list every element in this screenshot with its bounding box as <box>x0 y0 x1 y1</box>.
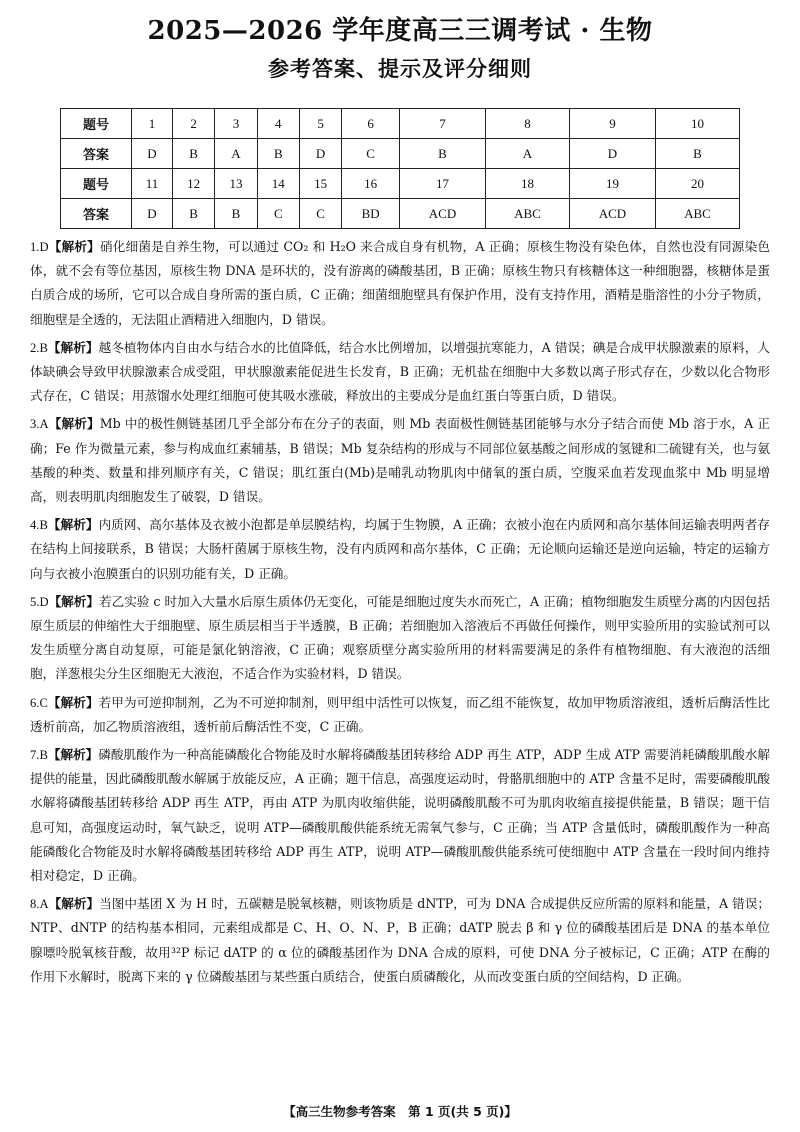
question-number-cell: 17 <box>399 169 485 199</box>
item-answer: B <box>39 748 48 763</box>
question-number-cell: 8 <box>486 109 570 139</box>
page-title: 2025—2026 学年度高三三调考试 · 生物 <box>147 16 653 46</box>
page-footer: 【高三生物参考答案 第 1 页(共 5 页)】 <box>283 1104 517 1119</box>
answer-table-row <box>61 109 740 139</box>
question-number-cell: 13 <box>215 169 257 199</box>
answer-cell: B <box>172 199 214 229</box>
item-answer: B <box>39 340 48 355</box>
item-text: 若乙实验 c 时加入大量水后原生质体仍无变化，可能是细胞过度失水而死亡，A 正确；植物细胞发生质壁分离的内因包括原生质层的伸缩性大于细胞壁、原生质层相当于半透膜，B 正确；若细胞加入溶液后不再做任何操作，则甲实验所用的实验试剂可以发生质壁分离自动复原，可能是氯化钠溶液，C 正确；观察质壁分离实验所用的材料需要满足的条件有植物细胞、有大液泡的活细胞，洋葱根尖分生区细胞无大液泡，不适合作为实验材料，D 错误。 <box>30 593 770 682</box>
answer-cell: D <box>132 139 173 169</box>
question-number-cell: 4 <box>257 109 299 139</box>
explanation-item <box>30 336 770 409</box>
answer-cell: ACD <box>569 199 655 229</box>
question-number-cell: 12 <box>172 169 214 199</box>
answer-cell: D <box>569 139 655 169</box>
answer-cell: C <box>299 199 341 229</box>
item-text: 磷酸肌酸作为一种高能磷酸化合物能及时水解将磷酸基团转移给 ADP 再生 ATP，ADP 生成 ATP 需要消耗磷酸肌酸水解提供的能量，因此磷酸肌酸水解属于放能反应，A 正确；题干信息，高强度运动时，骨骼肌细胞中的 ATP 含量不足时，需要磷酸肌酸水解将磷酸基团转移给 ADP 再生 ATP，再由 ATP 为肌肉收缩供能，说明磷酸肌酸不可为肌肉收缩直接提供能量，B 错误；题干信息可知，高强度运动时，氧气缺乏，说明 ATP—磷酸肌酸供能系统无需氧气参与，C 正确；当 ATP 含量低时，磷酸肌酸作为一种高能磷酸化合物能及时水解将磷酸基团转移给 ADP 再生 ATP，说明 ATP—磷酸肌酸供能系统可使细胞中 ATP 含量在一段时间内维持相对稳定，D 正确。 <box>30 747 770 884</box>
question-number-cell: 18 <box>486 169 570 199</box>
item-answer: C <box>39 695 48 710</box>
row-header: 答案 <box>61 139 132 169</box>
question-number-cell: 2 <box>172 109 214 139</box>
answer-cell: ABC <box>656 199 740 229</box>
item-text: Mb 中的极性侧链基团几乎全部分布在分子的表面，则 Mb 表面极性侧链基团能够与水分子结合而使 Mb 溶于水，A 正确；Fe 作为微量元素，参与构成血红素辅基，B 错误；Mb 复杂结构的形成与不同部位氨基酸之间形成的氢键和二硫键有关，也与氨基酸的种类、数量和排列顺序有关，C 错误；肌红蛋白(Mb)是哺乳动物肌肉中储氧的蛋白质，空腹采血若发现血浆中 Mb 明显增高，则表明肌肉细胞发生了破裂，D 错误。 <box>30 416 771 505</box>
question-number-cell: 14 <box>257 169 299 199</box>
question-number-cell: 6 <box>342 109 400 139</box>
item-text: 当图中基团 X 为 H 时，五碳糖是脱氧核糖，则该物质是 dNTP，可为 DNA 合成提供反应所需的原料和能量，A 错误；NTP、dNTP 的结构基本相同，元素组成都是 C、H、O、N、P，B 正确；dATP 脱去 β 和 γ 位的磷酸基团后是 DNA 的基本单位腺嘌呤脱氧核苷酸，故用³²P 标记 dATP 的 α 位的磷酸基团作为 DNA 合成的原料，可使 DNA 分子被标记，C 正确；ATP 在酶的作用下水解时，脱离下来的 γ 位磷酸基团与某些蛋白质结合，使蛋白质磷酸化，从而改变蛋白质的空间结构，D 正确。 <box>30 896 771 984</box>
item-number: 5. <box>30 594 40 609</box>
answer-cell: B <box>399 139 485 169</box>
item-number: 1. <box>30 240 40 254</box>
item-text: 越冬植物体内自由水与结合水的比值降低，结合水比例增加，以增强抗寒能力，A 错误；碘是合成甲状腺激素的原料，人体缺碘会导致甲状腺激素合成受阻，甲状腺激素能促进生长发育，B 正确；无机盐在细胞中大多数以离子形式存在，少数以化合物形式存在，C 错误；用蒸馏水处理红细胞可使其吸水涨破，释放出的主要成分是血红蛋白等蛋白质，D 错误。 <box>30 339 771 404</box>
analysis-tag: 【解析】 <box>48 593 99 609</box>
analysis-tag: 【解析】 <box>47 339 99 355</box>
answer-cell: BD <box>342 199 400 229</box>
answer-cell: ABC <box>486 199 570 229</box>
row-header: 题号 <box>61 169 132 199</box>
question-number-cell: 10 <box>656 109 740 139</box>
explanation-list <box>30 235 770 989</box>
answer-cell: B <box>172 139 214 169</box>
answer-cell: B <box>257 139 299 169</box>
item-text: 硝化细菌是自养生物，可以通过 CO₂ 和 H₂O 来合成自身有机物，A 正确；原核生物没有染色体，自然也没有同源染色体，就不会有等位基因，原核生物 DNA 是环状的，没有游离的磷酸基团，B 正确；原核生物只有核糖体这一种细胞器，核糖体是蛋白质合成的场所，它可以合成自身所需的蛋白质，C 正确；细菌细胞壁具有保护作用，没有支持作用，酒精是脂溶性的小分子物质，细胞壁是全透的，无法阻止酒精进入细胞内，D 错误。 <box>30 239 770 327</box>
question-number-cell: 15 <box>299 169 341 199</box>
item-answer: D <box>39 594 49 609</box>
answer-table-row <box>61 139 740 169</box>
explanation-item <box>30 892 770 989</box>
question-number-cell: 7 <box>399 109 485 139</box>
question-number-cell: 11 <box>132 169 173 199</box>
item-text: 内质网、高尔基体及衣被小泡都是单层膜结构，均属于生物膜，A 正确；衣被小泡在内质网和高尔基体间运输表明两者存在结构上间接联系，B 错误；大肠杆菌属于原核生物，没有内质网和高尔基体，C 正确；无论顺向运输还是逆向运输，特定的运输方向与衣被小泡膜蛋白的识别功能有关，D 正确。 <box>30 517 771 581</box>
item-number: 4. <box>30 518 40 533</box>
answer-cell: B <box>215 199 257 229</box>
explanation-item <box>30 513 770 586</box>
item-answer: A <box>39 417 49 432</box>
answer-cell: A <box>486 139 570 169</box>
item-answer: A <box>39 897 49 912</box>
page-subtitle: 参考答案、提示及评分细则 <box>268 56 532 81</box>
explanation-item <box>30 691 770 739</box>
answer-cell: C <box>257 199 299 229</box>
item-number: 8. <box>30 897 40 912</box>
row-header: 答案 <box>61 199 132 229</box>
item-text: 若甲为可逆抑制剂，乙为不可逆抑制剂，则甲组中活性可以恢复，而乙组不能恢复，故加甲物质溶液组，透析后酶活性比透析前高，加乙物质溶液组，透析前后酶活性不变，C 正确。 <box>30 694 771 734</box>
answer-cell: D <box>299 139 341 169</box>
answer-table-row <box>61 199 740 229</box>
answer-table <box>60 108 740 229</box>
analysis-tag: 【解析】 <box>48 896 100 912</box>
question-number-cell: 9 <box>569 109 655 139</box>
answer-cell: ACD <box>399 199 485 229</box>
analysis-tag: 【解析】 <box>47 694 99 710</box>
analysis-tag: 【解析】 <box>47 517 99 533</box>
item-number: 6. <box>30 695 40 710</box>
question-number-cell: 5 <box>299 109 341 139</box>
answer-cell: C <box>342 139 400 169</box>
analysis-tag: 【解析】 <box>48 416 100 432</box>
question-number-cell: 3 <box>215 109 257 139</box>
question-number-cell: 1 <box>132 109 173 139</box>
explanation-item <box>30 590 770 687</box>
answer-cell: B <box>656 139 740 169</box>
item-number: 7. <box>30 748 40 763</box>
explanation-item <box>30 235 770 332</box>
question-number-cell: 16 <box>342 169 400 199</box>
row-header: 题号 <box>61 109 132 139</box>
question-number-cell: 20 <box>656 169 740 199</box>
question-number-cell: 19 <box>569 169 655 199</box>
item-number: 3. <box>30 417 40 432</box>
answer-table-row <box>61 169 740 199</box>
answer-cell: D <box>132 199 173 229</box>
answer-cell: A <box>215 139 257 169</box>
analysis-tag: 【解析】 <box>48 239 100 254</box>
item-answer: D <box>39 240 49 254</box>
item-answer: B <box>39 518 48 533</box>
explanation-item <box>30 412 770 509</box>
explanation-item <box>30 743 770 888</box>
item-number: 2. <box>30 340 40 355</box>
analysis-tag: 【解析】 <box>47 747 99 763</box>
